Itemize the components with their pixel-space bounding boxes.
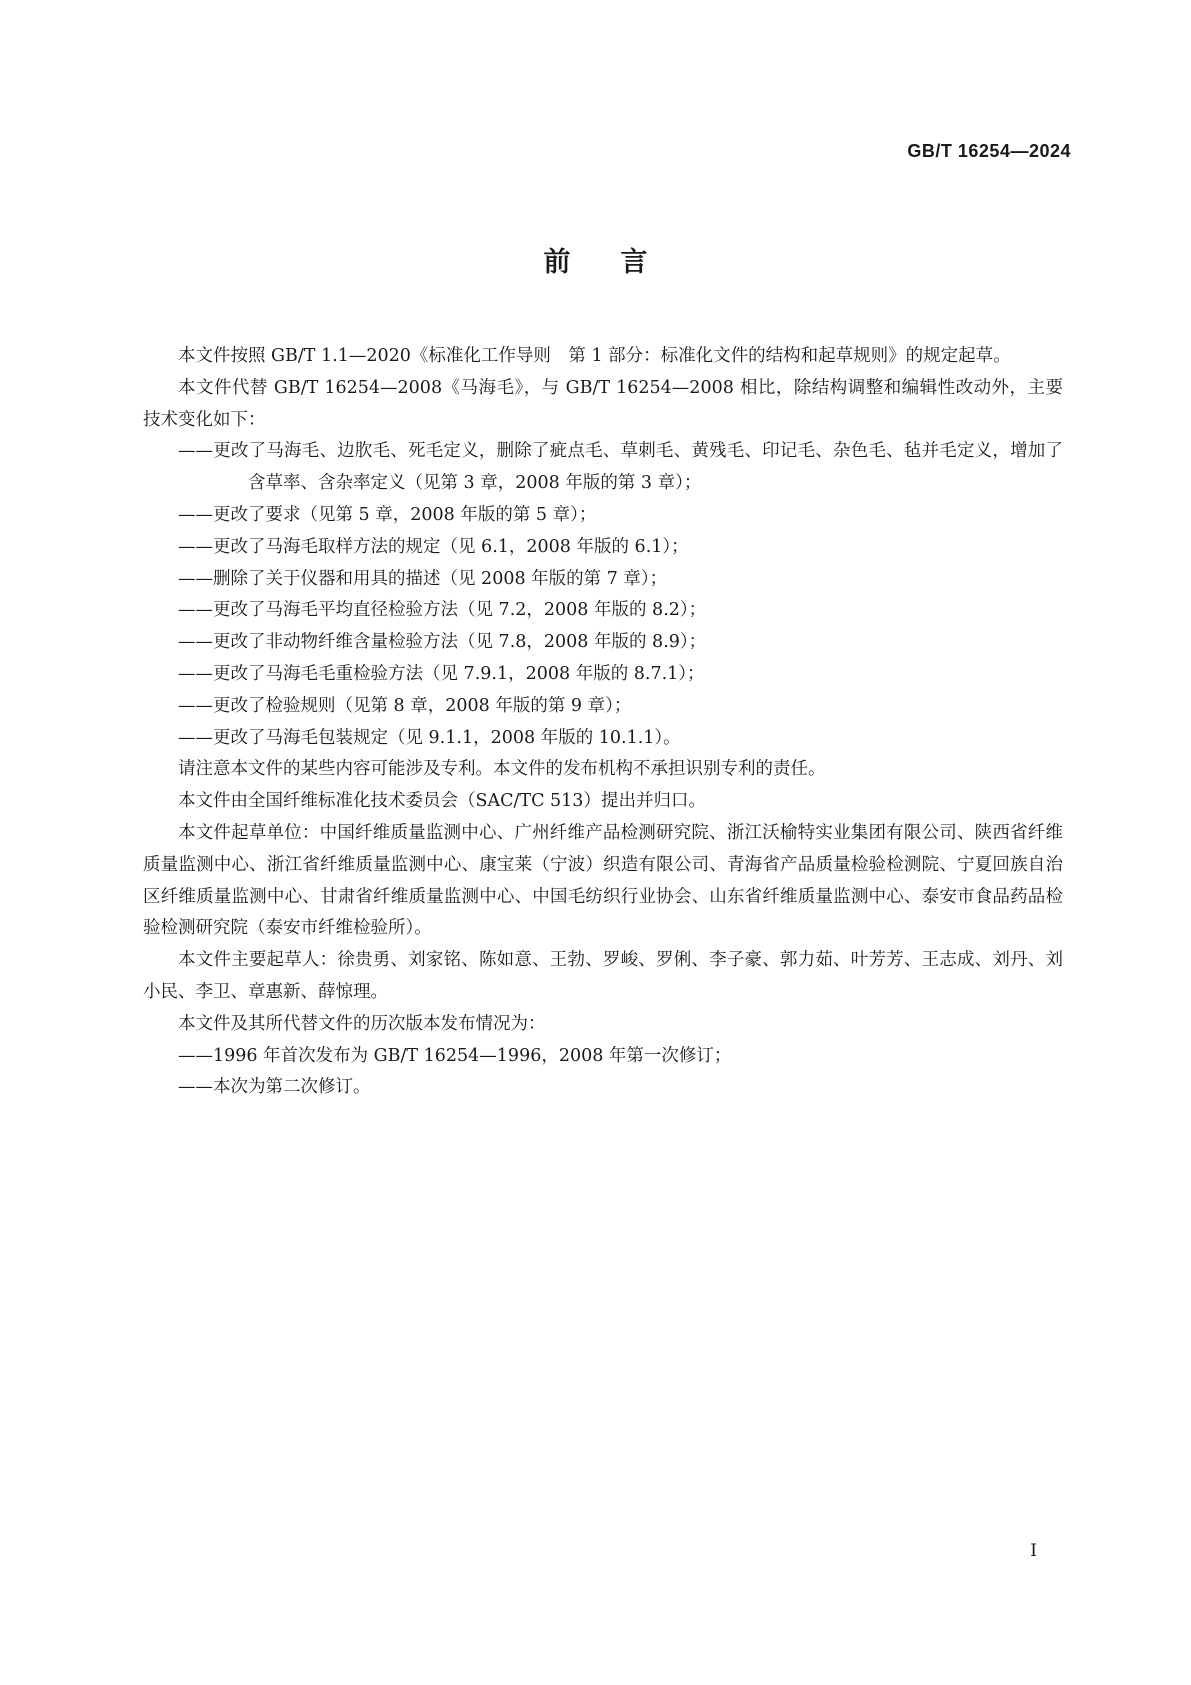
list-item: ——更改了非动物纤维含量检验方法（见 7.8，2008 年版的 8.9）； [178, 632, 707, 653]
list-item: ——更改了马海毛、边肷毛、死毛定义，删除了疵点毛、草刺毛、黄残毛、印记毛、杂色毛、毡并毛定义，增加了含草率、含杂率定义（见第 3 章，2008 年版的第 3 章）； [178, 441, 1063, 494]
history-intro-paragraph: 本文件及其所代替文件的历次版本发布情况为： [178, 1013, 546, 1034]
foreword-body [143, 341, 1063, 1104]
list-item: ——本次为第二次修订。 [178, 1077, 371, 1098]
version-history-list [143, 1041, 1063, 1105]
drafting-units-paragraph: 本文件起草单位：中国纤维质量监测中心、广州纤维产品检测研究院、浙江沃榆特实业集团有限公司、陕西省纤维质量监测中心、浙江省纤维质量监测中心、康宝莱（宁波）织造有限公司、青海省产品质量检验检测院、宁夏回族自治区纤维质量监测中心、甘肃省纤维质量监测中心、中国毛纺织行业协会、山东省纤维质量监测中心、泰安市食品药品检验检测研究院（泰安市纤维检验所）。 [143, 822, 1063, 939]
list-item: ——更改了检验规则（见第 8 章，2008 年版的第 9 章）； [178, 695, 632, 716]
drafters-paragraph: 本文件主要起草人：徐贵勇、刘家铭、陈如意、王勃、罗峻、罗俐、李子豪、郭力茹、叶芳芳、王志成、刘丹、刘小民、李卫、章惠新、薛惊理。 [143, 950, 1063, 1002]
standard-number: GB/T 16254—2024 [907, 141, 1071, 161]
page-title: 前言 [543, 247, 698, 278]
page-number: I [1030, 1541, 1037, 1561]
list-item: ——更改了马海毛包装规定（见 9.1.1，2008 年版的 10.1.1）。 [178, 727, 681, 748]
technical-changes-list [143, 436, 1063, 754]
list-item: ——删除了关于仪器和用具的描述（见 2008 年版的第 7 章）； [178, 568, 668, 589]
list-item: ——更改了马海毛平均直径检验方法（见 7.2，2008 年版的 8.2）； [178, 600, 707, 621]
list-item: ——更改了要求（见第 5 章，2008 年版的第 5 章）； [178, 504, 597, 525]
proposer-paragraph: 本文件由全国纤维标准化技术委员会（SAC/TC 513）提出并归口。 [178, 791, 706, 812]
list-item: ——1996 年首次发布为 GB/T 16254—1996，2008 年第一次修订； [178, 1045, 732, 1066]
list-item: ——更改了马海毛取样方法的规定（见 6.1，2008 年版的 6.1）； [178, 536, 689, 557]
drafting-rules-paragraph: 本文件按照 GB/T 1.1—2020《标准化工作导则 第 1 部分：标准化文件的结构和起草规则》的规定起草。 [178, 346, 1011, 366]
replacement-paragraph: 本文件代替 GB/T 16254—2008《马海毛》，与 GB/T 16254—2008 相比，除结构调整和编辑性改动外，主要技术变化如下： [143, 377, 1063, 430]
patent-notice-paragraph: 请注意本文件的某些内容可能涉及专利。本文件的发布机构不承担识别专利的责任。 [178, 759, 826, 780]
list-item: ——更改了马海毛毛重检验方法（见 7.9.1，2008 年版的 8.7.1）； [178, 663, 705, 684]
